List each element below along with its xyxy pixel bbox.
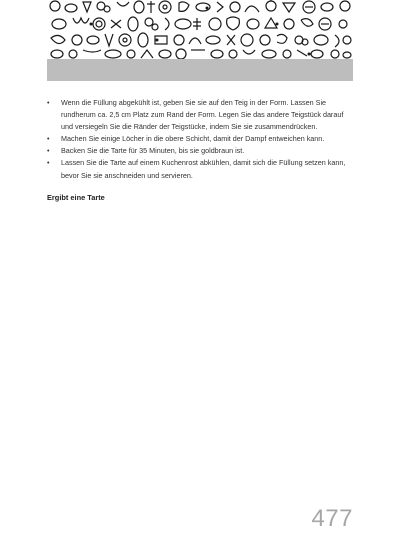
instruction-step [47,145,357,157]
instruction-step [47,157,357,181]
bullet-icon: • [47,98,50,107]
instruction-text: Lassen Sie die Tarte auf einem Kuchenrost abkühlen, damit sich die Füllung setzen kann, bevor Sie sie anschneiden und servieren. [61,158,346,180]
instruction-step [47,97,357,133]
header-banner [47,0,353,81]
bullet-icon: • [47,146,50,156]
instruction-text: Machen Sie einige Löcher in die obere Schicht, damit der Dampf entweichen kann. [61,134,325,144]
header-grey-band [47,59,353,81]
bullet-icon: • [47,134,50,144]
instruction-step [47,133,357,145]
page-number: 477 [311,505,353,532]
recipe-yield: Ergibt eine Tarte [47,193,105,202]
instruction-list [47,97,357,182]
vegetable-doodle-pattern-icon [47,0,353,59]
instruction-text: Wenn die Füllung abgekühlt ist, geben Sie sie auf den Teig in der Form. Lassen Sie rundherum ca. 2,5 cm Platz zum Rand der Form. Legen Sie das andere Teigstück darauf und versiegeln Sie die Ränder der Teigstücke, indem Sie sie zusammendrücken. [61,98,344,132]
instruction-text: Backen Sie die Tarte für 35 Minuten, bis sie goldbraun ist. [61,146,245,156]
bullet-icon: • [47,158,50,168]
